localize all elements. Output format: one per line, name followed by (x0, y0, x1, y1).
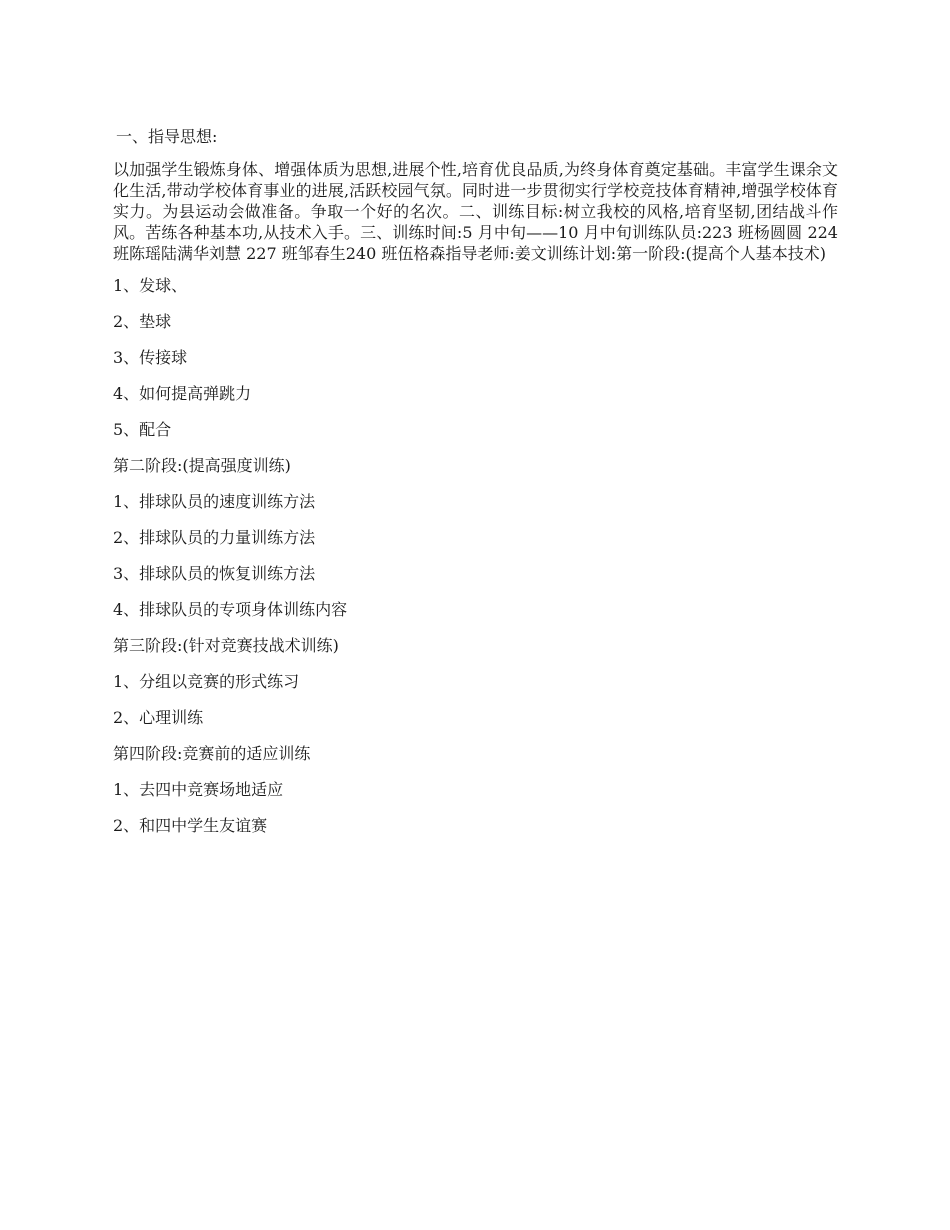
section-heading-guiding-thought: 一、指导思想: (116, 127, 218, 146)
plan-item-serve: 1、发球、 (113, 276, 188, 295)
plan-item-teamwork: 5、配合 (113, 420, 172, 439)
plan-item-friendly-match: 2、和四中学生友谊赛 (113, 816, 268, 835)
stage-three-heading: 第三阶段:(针对竞赛技战术训练) (113, 636, 339, 655)
plan-item-mental: 2、心理训练 (113, 708, 204, 727)
plan-item-recovery: 3、排球队员的恢复训练方法 (113, 564, 316, 583)
plan-item-venue: 1、去四中竞赛场地适应 (113, 780, 284, 799)
stage-four-heading: 第四阶段:竞赛前的适应训练 (113, 744, 311, 763)
plan-item-group-practice: 1、分组以竞赛的形式练习 (113, 672, 300, 691)
plan-item-speed: 1、排球队员的速度训练方法 (113, 492, 316, 511)
plan-item-pass: 3、传接球 (113, 348, 188, 367)
intro-paragraph: 以加强学生锻炼身体、增强体质为思想,进展个性,培育优良品质,为终身体育奠定基础。丰富学生课余文化生活,带动学校体育事业的进展,活跃校园气氛。同时进一步贯彻实行学校竞技体育精神,增强学校体育实力。为县运动会做准备。争取一个好的名次。二、训练目标:树立我校的风格,培育坚韧,团结战斗作风。苦练各种基本功,从技术入手。三、训练时间:5 月中旬——10 月中旬训练队员:223 班杨圆圆 224 班陈瑶陆满华刘慧 227 班邹春生240 班伍格森指导老师:姜文训练计划:第一阶段:(提高个人基本技术) (113, 160, 838, 263)
stage-two-heading: 第二阶段:(提高强度训练) (113, 456, 291, 475)
plan-item-jump: 4、如何提高弹跳力 (113, 384, 252, 403)
plan-item-special-fitness: 4、排球队员的专项身体训练内容 (113, 600, 348, 619)
plan-item-dig: 2、垫球 (113, 312, 172, 331)
plan-item-strength: 2、排球队员的力量训练方法 (113, 528, 316, 547)
document-body (113, 125, 838, 850)
